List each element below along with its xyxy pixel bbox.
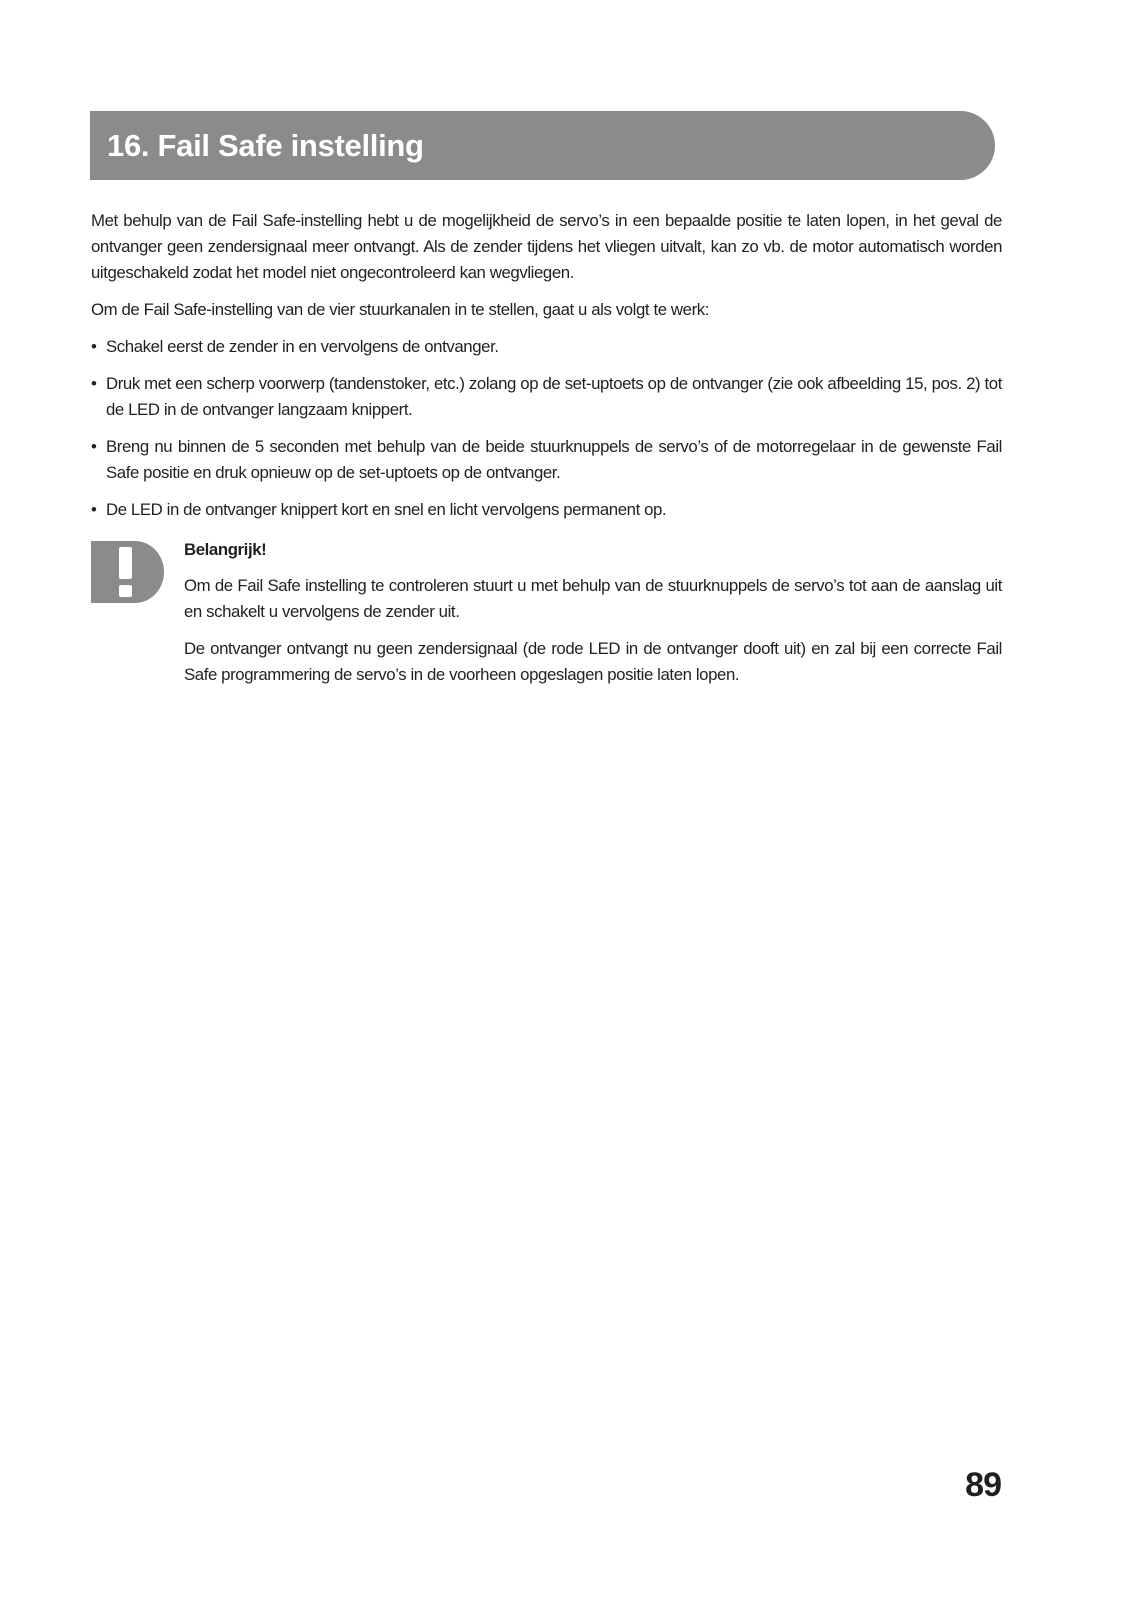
bullet-icon: • [91, 374, 97, 393]
notice-body [184, 537, 1002, 699]
step-text: Breng nu binnen de 5 seconden met behulp van de beide stuurknuppels de servo’s of de motorregelaar in de gewenste Fail Safe positie en druk opnieuw op de set-uptoets op de ontvanger. [106, 437, 1002, 482]
bullet-icon: • [91, 500, 97, 519]
step-text: Druk met een scherp voorwerp (tandenstoker, etc.) zolang op de set-uptoets op de ontvanger (zie ook afbeelding 15, pos. 2) tot de LED in de ontvanger langzaam knippert. [106, 374, 1002, 419]
section-title: 16. Fail Safe instelling [107, 128, 424, 163]
list-item [91, 497, 1002, 523]
exclamation-icon [91, 541, 164, 603]
page-number: 89 [965, 1466, 1001, 1504]
notice-paragraph: Om de Fail Safe instelling te controleren stuurt u met behulp van de stuurknuppels de servo’s tot aan de aanslag uit en schakelt u vervolgens de zender uit. [184, 576, 1002, 621]
notice-heading: Belangrijk! [184, 540, 267, 559]
bullet-icon: • [91, 437, 97, 456]
step-text: Schakel eerst de zender in en vervolgens de ontvanger. [106, 337, 499, 356]
steps-list [91, 334, 1002, 523]
intro-paragraph: Om de Fail Safe-instelling van de vier stuurkanalen in te stellen, gaat u als volgt te werk: [91, 300, 710, 319]
step-text: De LED in de ontvanger knippert kort en snel en licht vervolgens permanent op. [106, 500, 667, 519]
section-header-bar [90, 111, 995, 180]
list-item [91, 334, 1002, 360]
list-item [91, 371, 1002, 423]
notice-paragraph: De ontvanger ontvangt nu geen zendersignaal (de rode LED in de ontvanger dooft uit) en zal bij een correcte Fail Safe programmering de servo’s in de voorheen opgeslagen positie laten lopen. [184, 639, 1002, 684]
list-item [91, 434, 1002, 486]
main-content [91, 208, 1002, 534]
intro-paragraph: Met behulp van de Fail Safe-instelling hebt u de mogelijkheid de servo’s in een bepaalde positie te laten lopen, in het geval de ontvanger geen zendersignaal meer ontvangt. Als de zender tijdens het vliegen uitvalt, kan zo vb. de motor automatisch worden uitgeschakeld zodat het model niet ongecontroleerd kan wegvliegen. [91, 211, 1002, 282]
bullet-icon: • [91, 337, 97, 356]
